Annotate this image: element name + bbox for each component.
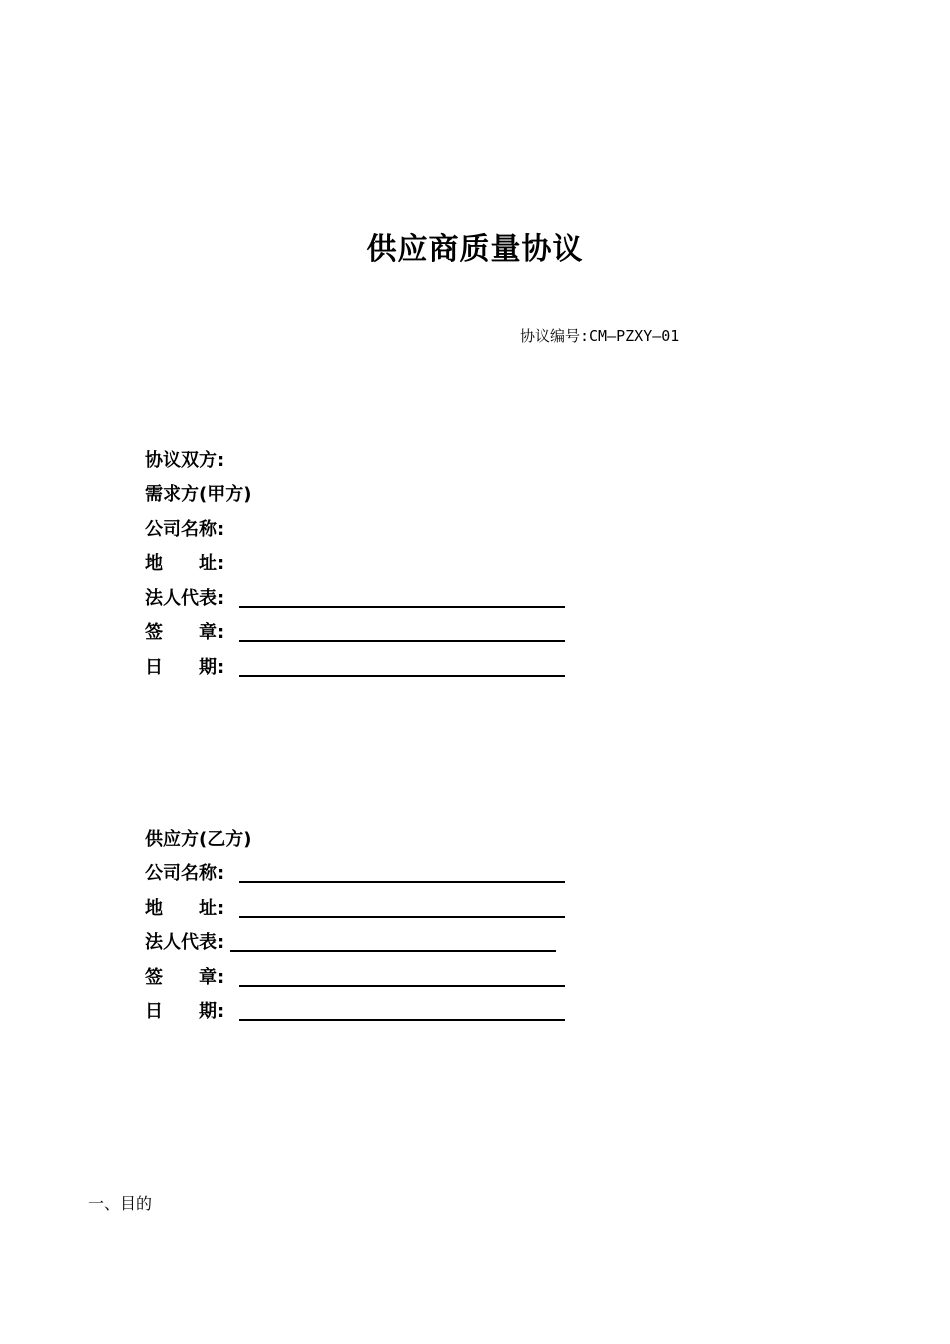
party-a-seal-label: 签 章: — [145, 622, 225, 643]
party-a-company-name-label: 公司名称: — [145, 519, 225, 540]
party-b-seal-field — [145, 965, 224, 991]
parties-heading: 协议双方: — [145, 450, 225, 471]
section-heading-purpose: 一、目的 — [88, 1194, 153, 1213]
party-b-address-blank[interactable] — [239, 916, 565, 918]
party-a-legal-rep-blank[interactable] — [239, 606, 565, 608]
party-b-date-label: 日 期: — [145, 1001, 225, 1022]
party-a-company-name-field — [145, 517, 224, 543]
party-b-date-blank[interactable] — [239, 1019, 565, 1021]
party-b-date-field — [145, 999, 224, 1025]
party-b-legal-rep-field — [145, 930, 224, 956]
party-b-company-name-blank[interactable] — [239, 881, 565, 883]
party-a-seal-field — [145, 620, 224, 646]
party-a-legal-rep-field — [145, 586, 224, 612]
party-a-date-blank[interactable] — [239, 675, 565, 677]
party-a-address-field — [145, 551, 224, 577]
party-b-heading: 供应方(乙方) — [145, 829, 252, 850]
party-b-company-name-label: 公司名称: — [145, 863, 225, 884]
party-b-legal-rep-label: 法人代表: — [145, 932, 225, 953]
party-a-date-label: 日 期: — [145, 657, 225, 678]
document-title: 供应商质量协议 — [366, 232, 584, 267]
party-b-legal-rep-blank[interactable] — [230, 950, 556, 952]
party-b-seal-label: 签 章: — [145, 967, 225, 988]
party-b-address-field — [145, 896, 224, 922]
party-a-seal-blank[interactable] — [239, 640, 565, 642]
party-a-date-field — [145, 655, 224, 681]
party-b-address-label: 地 址: — [145, 898, 225, 919]
party-a-legal-rep-label: 法人代表: — [145, 588, 225, 609]
party-a-address-label: 地 址: — [145, 553, 225, 574]
party-a-heading: 需求方(甲方) — [145, 484, 252, 505]
agreement-number: 协议编号:CM—PZXY—01 — [520, 327, 680, 345]
party-b-company-name-field — [145, 861, 224, 887]
party-b-seal-blank[interactable] — [239, 985, 565, 987]
